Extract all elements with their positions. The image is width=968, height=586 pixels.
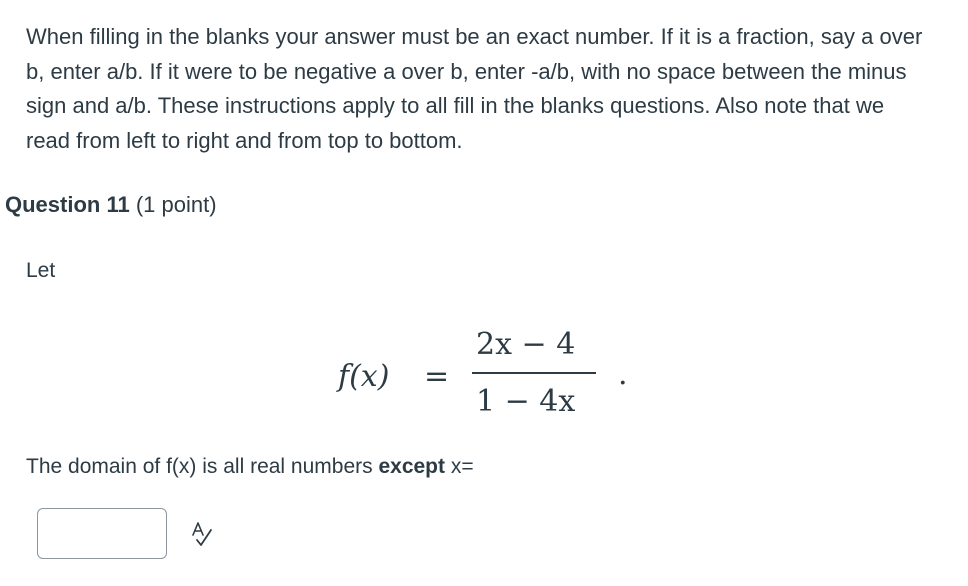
let-label: Let: [26, 259, 56, 282]
spellcheck-icon[interactable]: [190, 522, 214, 548]
domain-prompt: [26, 452, 474, 482]
question-points: (1 point): [135, 192, 217, 217]
function-equation: [336, 318, 636, 428]
equation-numerator: 2x − 4: [476, 327, 576, 362]
instructions-text: When filling in the blanks your answer must be an exact number. If it is a fraction, say a over b, enter a/b. If it were to be negative a over b, enter -a/b, with no space between the minus sign and a/b. These instructions apply to all fill in the blanks questions. Also note that we read from left to right and from top to bottom.: [26, 24, 923, 153]
domain-prompt-prefix: The domain of f(x) is all real numbers: [26, 455, 379, 478]
equation-equals: =: [424, 359, 450, 394]
equation-period: .: [618, 357, 628, 392]
question-header: [5, 190, 217, 220]
domain-prompt-suffix: x=: [445, 455, 474, 478]
equation-denominator: 1 − 4x: [476, 384, 576, 419]
question-title: Question 11: [5, 192, 130, 217]
equation-lhs: f(x): [338, 359, 390, 394]
domain-prompt-emphasis: except: [378, 455, 446, 478]
answer-input[interactable]: [37, 508, 167, 559]
